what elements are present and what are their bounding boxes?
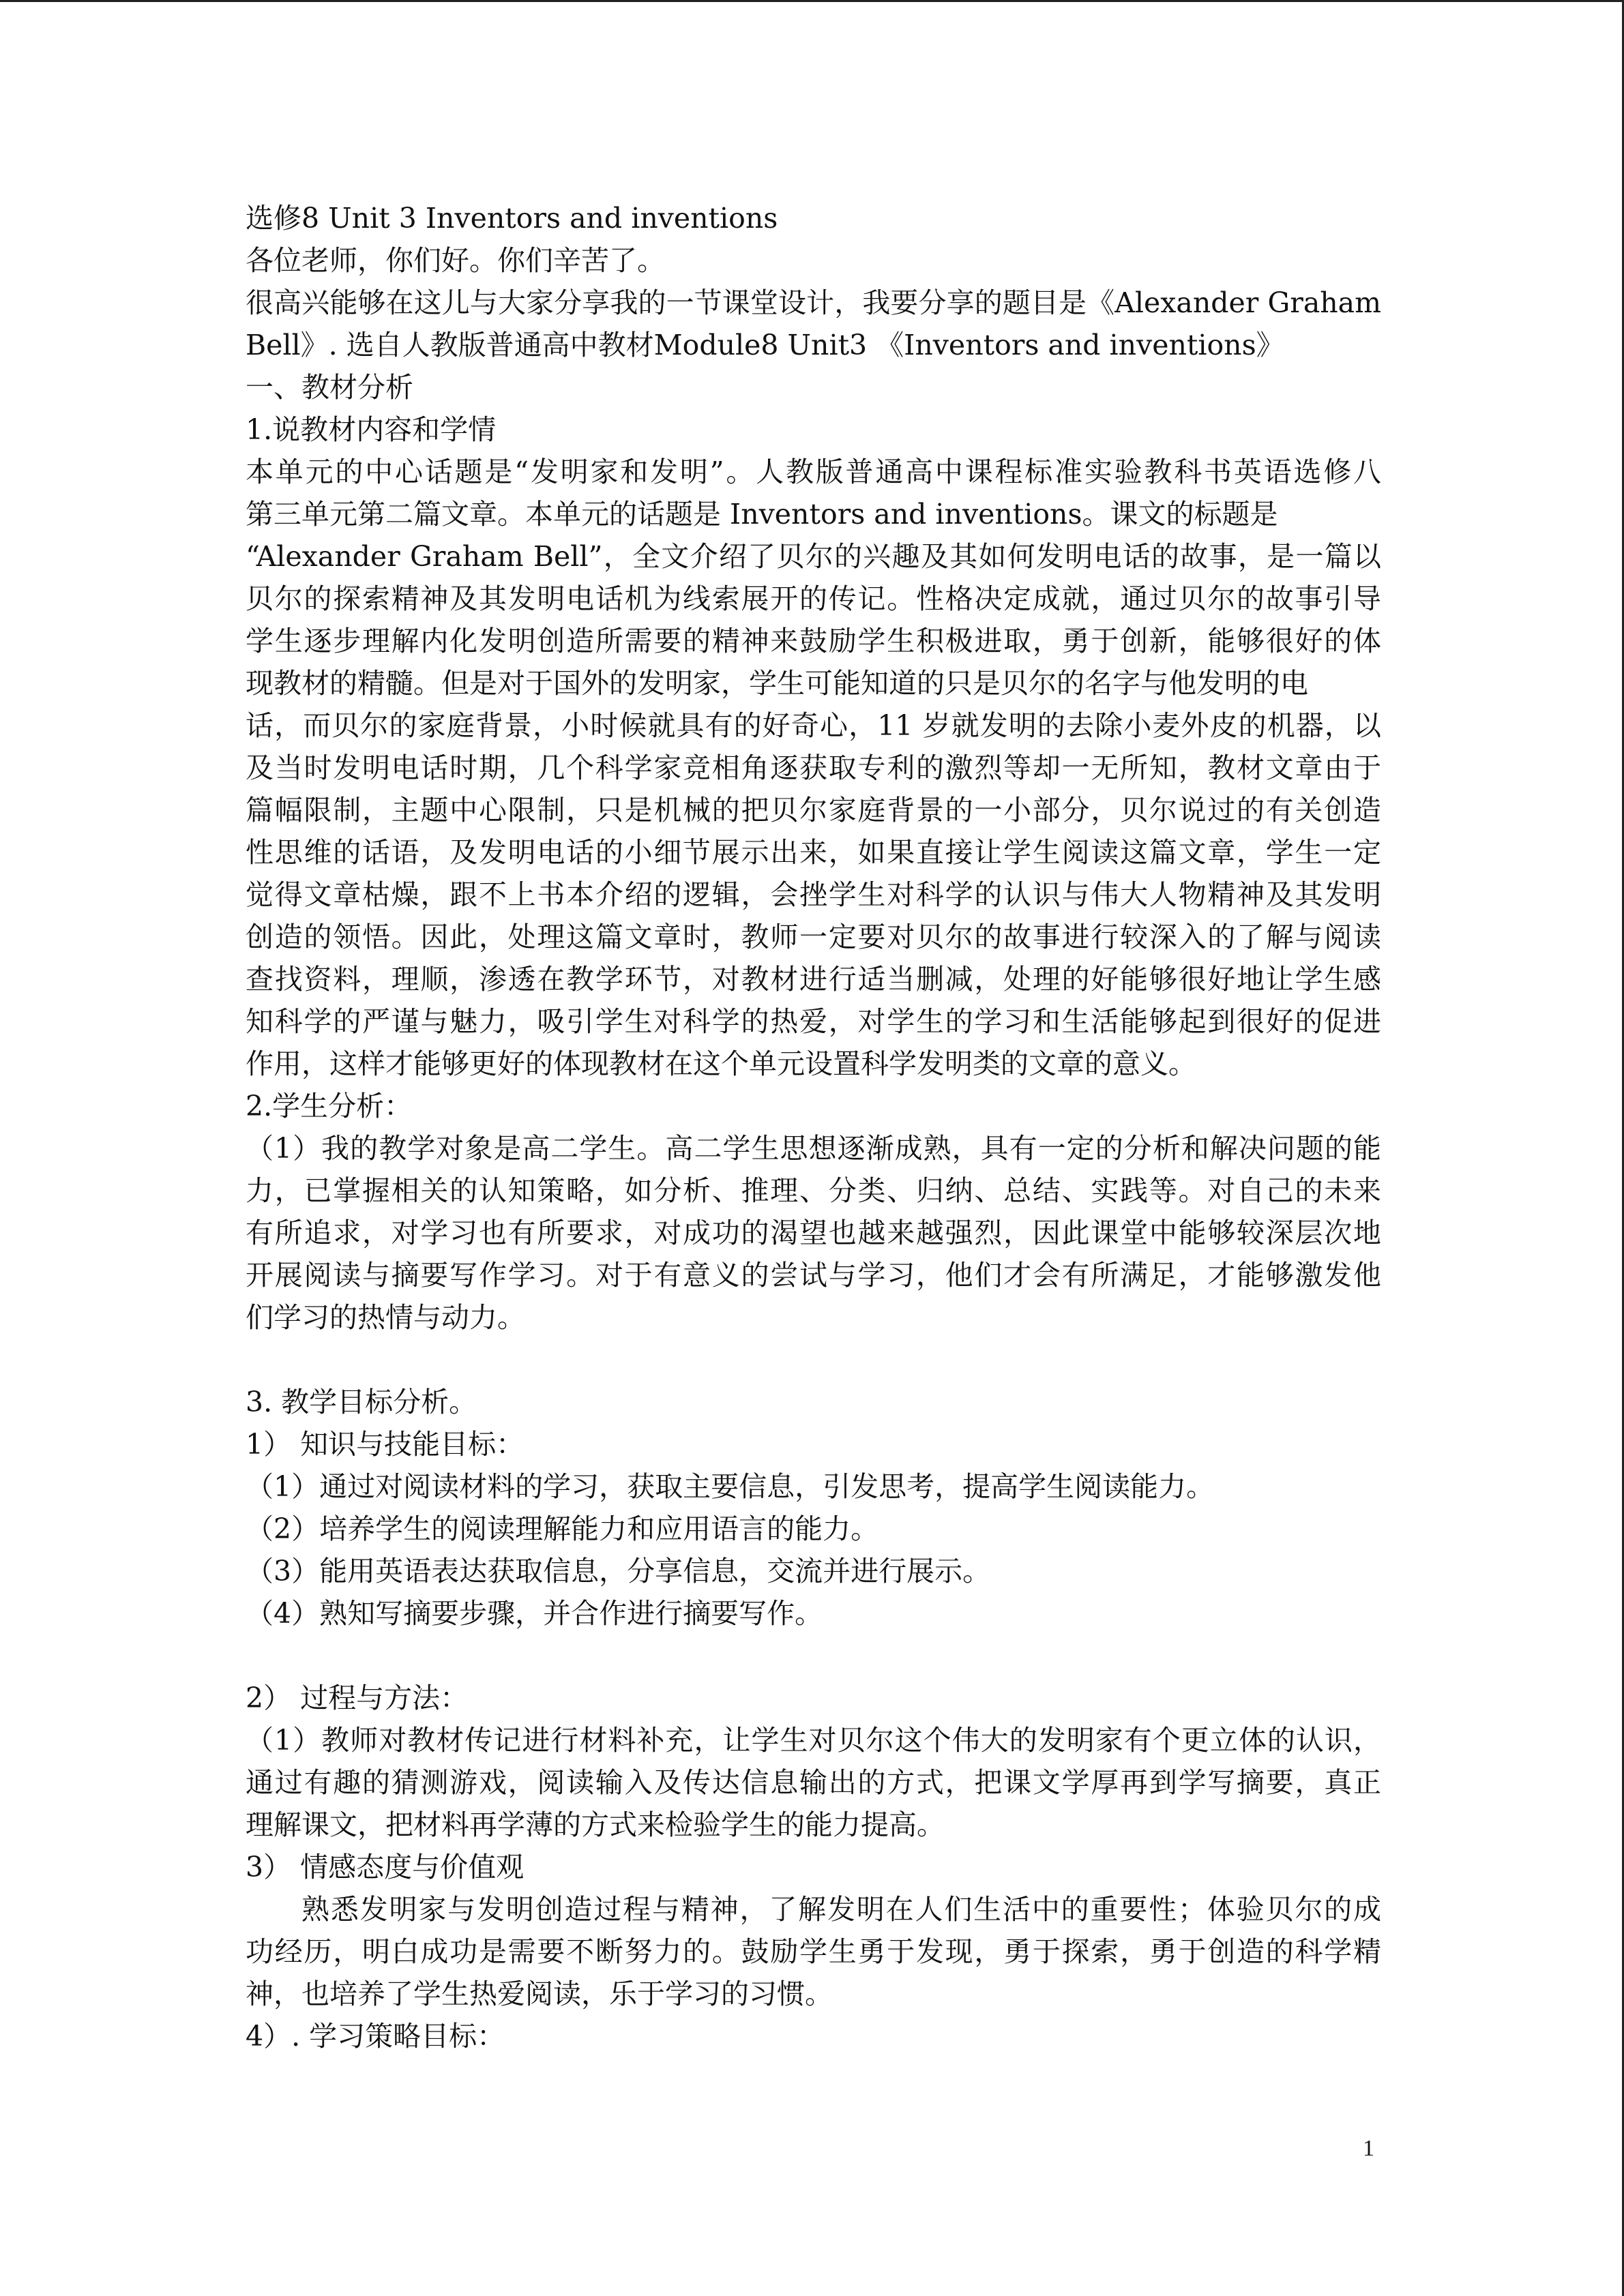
text-line: Bell》. 选自人教版普通高中教材Module8 Unit3 《Inventors and inventions》 [246, 329, 1284, 361]
text-line: 话，而贝尔的家庭背景，小时候就具有的好奇心，11 岁就发明的去除小麦外皮的机器，以 [246, 709, 1381, 742]
knowledge-skills-list [246, 1465, 1381, 1635]
text-line: 作用，这样才能够更好的体现教材在这个单元设置科学发明类的文章的意义。 [246, 1047, 1196, 1080]
student-analysis-paragraph [246, 1127, 1381, 1339]
text-line: （1）教师对教材传记进行材料补充，让学生对贝尔这个伟大的发明家有个更立体的认识， [246, 1724, 1381, 1757]
goal-heading-knowledge-skills: 1） 知识与技能目标： [246, 1428, 525, 1461]
text-line: 有所追求，对学习也有所要求，对成功的渴望也越来越强烈，因此课堂中能够较深层次地 [246, 1217, 1381, 1249]
list-item: （3）能用英语表达获取信息，分享信息，交流并进行展示。 [246, 1555, 991, 1587]
attitudes-values-paragraph [246, 1888, 1381, 2015]
subheading-student-analysis: 2.学生分析： [246, 1090, 413, 1122]
intro-paragraph [246, 282, 1381, 366]
text-line: 及当时发明电话时期，几个科学家竞相角逐获取专利的激烈等却一无所知，教材文章由于 [246, 751, 1381, 784]
text-line: 力，已掌握相关的认知策略，如分析、推理、分类、归纳、总结、实践等。对自己的未来 [246, 1174, 1381, 1207]
goal-heading-process-methods: 2） 过程与方法： [246, 1682, 469, 1714]
text-line: 现教材的精髓。但是对于国外的发明家，学生可能知道的只是贝尔的名字与他发明的电 [246, 667, 1308, 700]
list-item: （2）培养学生的阅读理解能力和应用语言的能力。 [246, 1512, 879, 1545]
text-line: 熟悉发明家与发明创造过程与精神，了解发明在人们生活中的重要性；体验贝尔的成 [301, 1893, 1381, 1926]
blank-line [246, 1635, 1381, 1677]
page-number: 1 [1363, 2136, 1374, 2161]
content-analysis-paragraph [246, 451, 1381, 1085]
text-line: 通过有趣的猜测游戏，阅读输入及传达信息输出的方式，把课文学厚再到学写摘要，真正 [246, 1766, 1381, 1799]
list-item: （4）熟知写摘要步骤，并合作进行摘要写作。 [246, 1597, 823, 1630]
document-body [246, 197, 1381, 2057]
goal-heading-learning-strategies: 4）. 学习策略目标： [246, 2020, 505, 2053]
subheading-content-analysis: 1.说教材内容和学情 [246, 413, 497, 446]
text-line: 理解课文，把材料再学薄的方式来检验学生的能力提高。 [246, 1808, 945, 1841]
text-line: 很高兴能够在这儿与大家分享我的一节课堂设计，我要分享的题目是《Alexander Graham [246, 286, 1381, 319]
text-line: 性思维的话语，及发明电话的小细节展示出来，如果直接让学生阅读这篇文章，学生一定 [246, 836, 1381, 869]
text-line: 开展阅读与摘要写作学习。对于有意义的尝试与学习，他们才会有所满足，才能够激发他 [246, 1259, 1381, 1292]
text-line: 贝尔的探索精神及其发明电话机为线索展开的传记。性格决定成就，通过贝尔的故事引导 [246, 582, 1381, 615]
list-item: （1）通过对阅读材料的学习，获取主要信息，引发思考，提高学生阅读能力。 [246, 1470, 1215, 1503]
text-line: 第三单元第二篇文章。本单元的话题是 Inventors and inventions。课文的标题是 [246, 498, 1278, 531]
text-line: 功经历，明白成功是需要不断努力的。鼓励学生勇于发现，勇于探索，勇于创造的科学精 [246, 1935, 1381, 1968]
text-line: 们学习的热情与动力。 [246, 1301, 525, 1334]
text-line: （1）我的教学对象是高二学生。高二学生思想逐渐成熟，具有一定的分析和解决问题的能 [246, 1132, 1381, 1165]
text-line: 觉得文章枯燥，跟不上书本介绍的逻辑，会挫学生对科学的认识与伟大人物精神及其发明 [246, 878, 1381, 911]
section-heading-textbook-analysis: 一、教材分析 [246, 371, 413, 404]
greeting-line: 各位老师，你们好。你们辛苦了。 [246, 244, 665, 277]
subheading-teaching-goals: 3. 教学目标分析。 [246, 1386, 477, 1418]
text-line: “Alexander Graham Bell”，全文介绍了贝尔的兴趣及其如何发明电话的故事，是一篇以 [246, 540, 1381, 573]
document-title: 选修8 Unit 3 Inventors and inventions [246, 202, 778, 235]
text-line: 篇幅限制，主题中心限制，只是机械的把贝尔家庭背景的一小部分，贝尔说过的有关创造 [246, 794, 1381, 826]
process-methods-paragraph [246, 1719, 1381, 1846]
text-line: 查找资料，理顺，渗透在教学环节，对教材进行适当删减，处理的好能够很好地让学生感 [246, 963, 1381, 996]
text-line: 神，也培养了学生热爱阅读，乐于学习的习惯。 [246, 1978, 833, 2010]
goal-heading-attitudes-values: 3） 情感态度与价值观 [246, 1851, 525, 1883]
blank-line [246, 1339, 1381, 1381]
text-line: 学生逐步理解内化发明创造所需要的精神来鼓励学生积极进取，勇于创新，能够很好的体 [246, 625, 1381, 657]
text-line: 本单元的中心话题是“发明家和发明”。人教版普通高中课程标准实验教科书英语选修八 [246, 456, 1381, 488]
text-line: 知科学的严谨与魅力，吸引学生对科学的热爱，对学生的学习和生活能够起到很好的促进 [246, 1005, 1381, 1038]
text-line: 创造的领悟。因此，处理这篇文章时，教师一定要对贝尔的故事进行较深入的了解与阅读 [246, 921, 1381, 953]
